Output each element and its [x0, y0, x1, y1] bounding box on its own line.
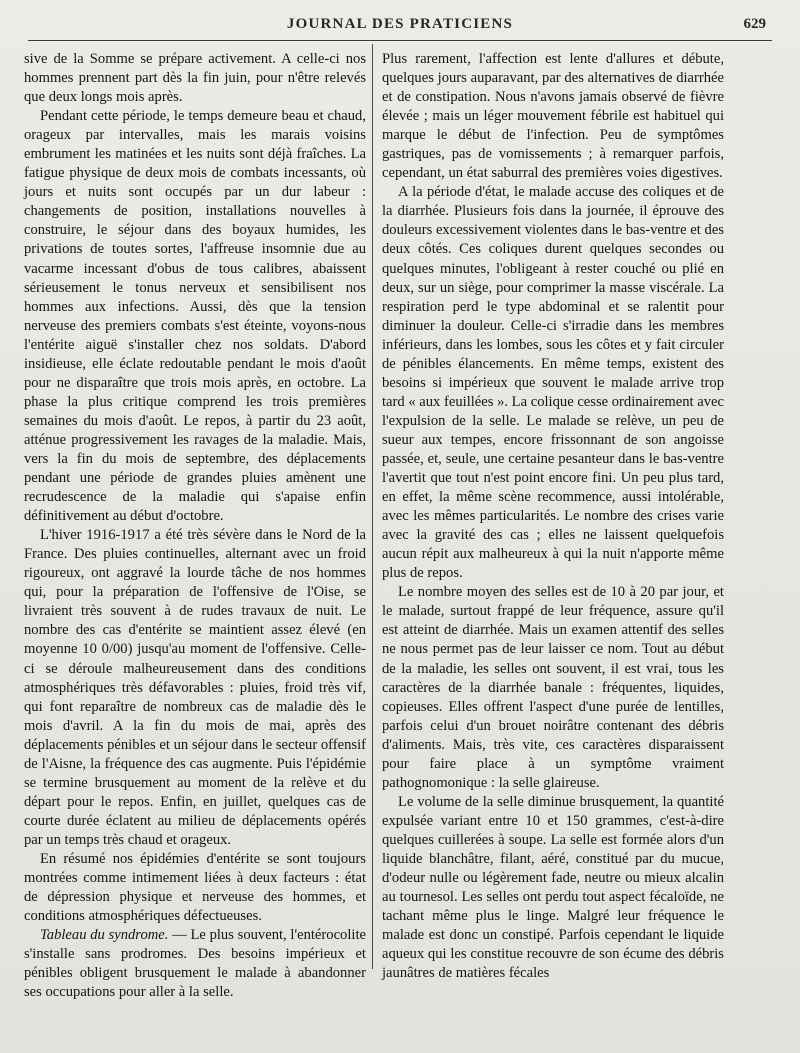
- left-paragraph-2: Pendant cette période, le temps demeure beau et chaud, orageux par intervalles, mais les marais voisins embrument les matinées et les nuits sont déjà fraîches. La fatigue physique de deux mois de combats incessants, où jours et nuits sont occupés par un dur labeur : changements de position, installations nouvelles à construire, le séjour dans des boyaux humides, les privations de toutes sortes, l'affreuse insomnie due au vacarme incessant d'obus de tous calibres, abaissent sérieusement le tonus nerveux et sensibilisent nos hommes aux infections. Aussi, dès que la tension nerveuse des premiers combats s'est éteinte, voyons-nous l'entérite aiguë s'installer chez nos soldats. D'abord insidieuse, elle éclate redoutable pendant le mois d'août pour ne disparaître que trois mois après, en octobre. La phase la plus critique comprend les trois premières semaines du mois d'août. Le repos, à partir du 23 août, atténue progressivement les ravages de la maladie. Mais, vers la fin du mois de septembre, des déplacements pendant une période de grandes pluies amènent une recrudescence de la maladie qui s'apaise enfin définitivement au début d'octobre.: [24, 108, 366, 525]
- left-paragraph-3: L'hiver 1916-1917 a été très sévère dans le Nord de la France. Des pluies continuelles, alternant avec un froid rigoureux, ont aggravé la lourde tâche de nos hommes qui, pour la préparation de l'offensive de l'Oise, se livraient très souvent à de rudes travaux de nuit. Le nombre des cas d'entérite se maintient assez élevé (en moyenne 10 0/00) jusqu'au moment de l'offensive. Celle-ci se déroule malheureusement dans des conditions atmosphériques très défavorables : pluies, froid très vif, qui font reparaître de nombreux cas de maladie dès le mois d'avril. A la fin du mois de mai, après des déplacements pénibles et un séjour dans le secteur offensif de l'Aisne, la fréquence des cas augmente. Puis l'épidémie se termine brusquement au moment de la relève et du départ pour le repos. Enfin, en juillet, quelques cas de courte durée éclatent au milieu de déplacements opérés par un temps très chaud et orageux.: [24, 527, 366, 848]
- right-paragraph-3: Le nombre moyen des selles est de 10 à 20 par jour, et le malade, surtout frappé de leur fréquence, assure qu'il est atteint de diarrhée. Mais un examen attentif des selles ne nous permet pas de leur laisser ce nom. Tout au début de la maladie, les selles ont souvent, il est vrai, tous les caractères de la diarrhée banale : fréquentes, liquides, copieuses. Elles offrent l'aspect d'une purée de lentilles, parfois celui d'un brouet noirâtre contenant des débris d'aliments. Mais, très vite, ces caractères disparaissent pour faire place à un symptôme vraiment pathognomonique : la selle glaireuse.: [382, 584, 724, 791]
- right-column: [382, 50, 724, 980]
- right-paragraph-2: A la période d'état, le malade accuse des coliques et de la diarrhée. Plusieurs fois dans la journée, il éprouve des douleurs excessivement violentes dans le bas-ventre et des deux côtés. Ces coliques durent quelques secondes ou quelques minutes, l'obligeant à rester couché ou plié en deux, sur un siège, pour comprimer la masse viscérale. La respiration perd le type abdominal et se ralentit pour diminuer la douleur. Celle-ci s'irradie dans les membres inférieurs, dans les lombes, sous les côtes et y fait circuler de pénibles élancements. En même temps, existent des besoins si impérieux que souvent le malade arrive trop tard « aux feuillées ». La colique cesse ordinairement avec l'expulsion de la selle. Le malade se relève, un peu de sueur aux tempes, encore frissonnant de son angoisse passée, et, seule, une certaine pesanteur dans le bas-ventre l'avertit que tout n'est point encore fini. Un peu plus tard, en effet, la même scène recommence, aussi intolérable, avec les mêmes particularités. Le nombre des crises varie avec la gravité des cas ; elles ne laissent quelquefois aucun répit aux malheureux à qui la nuit n'apporte même plus de repos.: [382, 184, 724, 582]
- page-number: 629: [743, 16, 766, 32]
- left-column: [24, 50, 366, 1001]
- section-lead-text: — Le plus souvent, l'entérocolite s'installe sans prodromes. Des besoins impérieux et pénibles obligent brusquement le malade à abandonner ses occupations pour aller à la selle.: [24, 927, 366, 1001]
- column-divider: [372, 44, 373, 969]
- left-paragraph-4: En résumé nos épidémies d'entérite se sont toujours montrées comme intimement liées à deux facteurs : état de dépression physique et nerveuse des hommes, et conditions atmosphériques défectueuses.: [24, 850, 366, 925]
- left-paragraph-1: sive de la Somme se prépare activement. A celle-ci nos hommes prennent part dès la fin juin, pour n'être relevés que deux longs mois après.: [24, 51, 366, 106]
- running-head: [24, 12, 776, 42]
- journal-title: JOURNAL DES PRATICIENS: [286, 16, 514, 32]
- header-rule: [28, 40, 772, 41]
- right-paragraph-1: Plus rarement, l'affection est lente d'allures et débute, quelques jours auparavant, par des alternatives de diarrhée et de constipation. Nous n'avons jamais observé de fièvre élevée ; mais un léger mouvement fébrile est habituel qui marque le début de l'infection. Peu de symptômes gastriques, pas de vomissements ; à remarquer parfois, cependant, un état saburral des premières voies digestives.: [382, 51, 724, 182]
- left-paragraph-5: [24, 926, 366, 1002]
- right-paragraph-4: Le volume de la selle diminue brusquement, la quantité expulsée variant entre 10 et 150 grammes, c'est-à-dire quelques cuillerées à soupe. La selle est formée alors d'un liquide blanchâtre, filant, aéré, constitué par du mucue, d'odeur nulle ou légèrement fade, neutre ou mieux alcalin au tournesol. Les selles ont perdu tout aspect fécaloïde, ne tachant même plus le linge. Malgré leur fréquence le malade est donc un constipé. Parfois cependant le liquide aqueux qui les constitue recouvre de son écume des débris jaunâtres de matières fécales: [382, 793, 724, 982]
- section-lead-title: Tableau du syndrome.: [40, 927, 169, 944]
